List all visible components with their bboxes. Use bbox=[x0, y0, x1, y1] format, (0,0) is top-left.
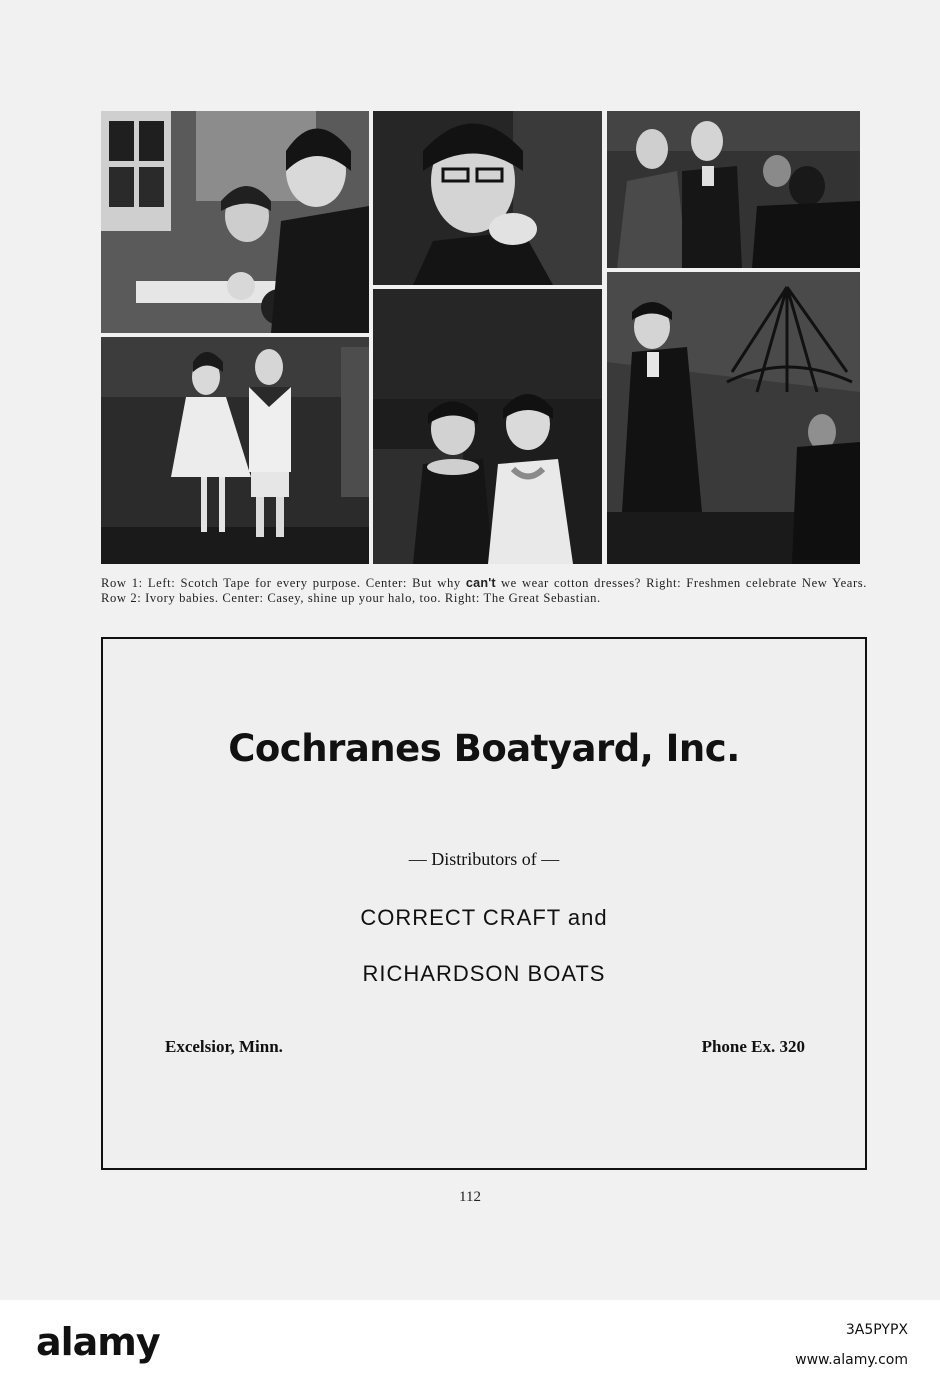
ad-location: Excelsior, Minn. bbox=[165, 1037, 283, 1056]
caption-text-2: we wear cotton dresses? Right: Freshmen celebrate New Years. Row 2: Ivory babies. Center: Casey, shine up your halo, too. Right: The Great Sebastian. bbox=[101, 576, 867, 605]
photo-scotch-tape bbox=[101, 111, 369, 333]
page-number: 112 bbox=[459, 1189, 481, 1205]
photo-caption bbox=[101, 576, 867, 605]
caption-emphasis: can't bbox=[465, 576, 496, 590]
photo-cotton-dresses bbox=[373, 111, 602, 285]
ad-phone: Phone Ex. 320 bbox=[701, 1037, 805, 1056]
ad-brand-line-2: RICHARDSON BOATS bbox=[362, 961, 606, 986]
stock-url[interactable]: www.alamy.com bbox=[795, 1352, 908, 1368]
photo-great-sebastian bbox=[607, 272, 860, 564]
advertisement-box bbox=[101, 637, 867, 1170]
photo-casey-halo bbox=[373, 289, 602, 564]
stock-image-id: 3A5PYPX bbox=[845, 1322, 908, 1338]
ad-brand-line-1: CORRECT CRAFT and bbox=[360, 905, 608, 930]
ad-company-name: Cochranes Boatyard, Inc. bbox=[228, 727, 740, 770]
photo-new-years bbox=[607, 111, 860, 268]
stock-footer bbox=[0, 1300, 940, 1390]
caption-text-1: Row 1: Left: Scotch Tape for every purpose. Center: But why bbox=[101, 576, 466, 590]
photo-ivory-babies bbox=[101, 337, 369, 564]
stock-logo: alamy bbox=[36, 1320, 160, 1364]
ad-subtitle: — Distributors of — bbox=[408, 849, 560, 869]
